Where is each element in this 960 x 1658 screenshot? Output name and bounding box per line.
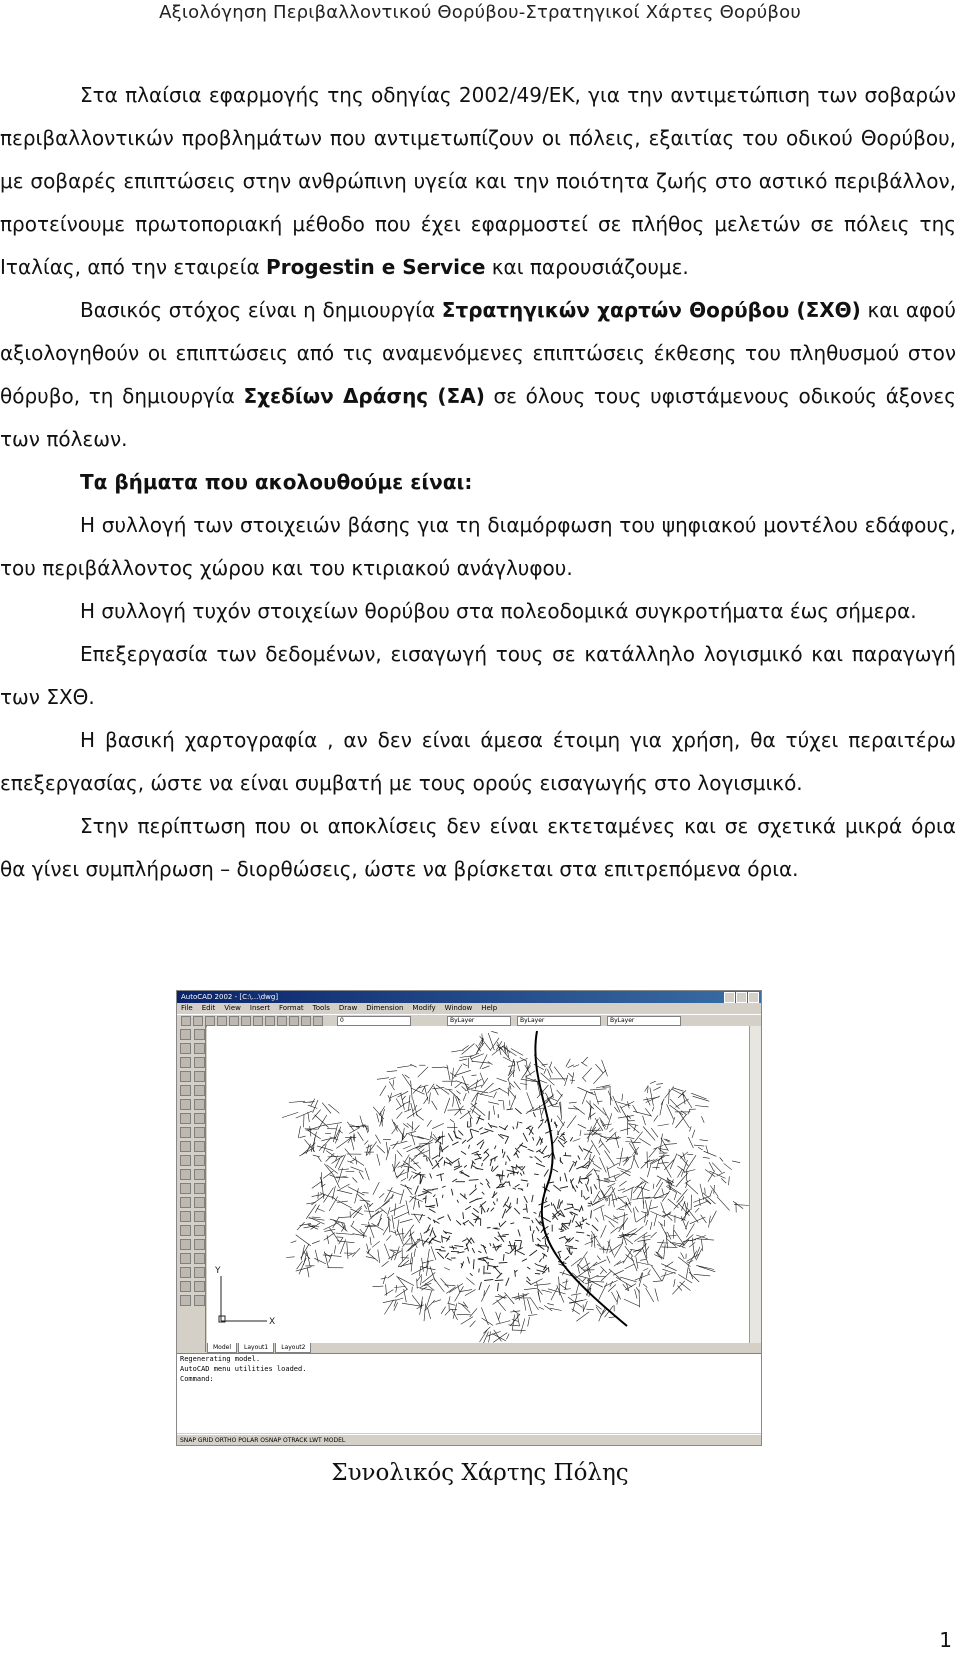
- command-window: [177, 1353, 761, 1433]
- paragraph-intro: Στα πλαίσια εφαρμογής της οδηγίας 2002/49/ΕΚ, για την αντιμετώπιση των σοβαρών περιβαλλοντικών προβλημάτων που αντιμετωπίζουν οι πόλεις, εξαιτίας του οδικού Θορύβου, με σοβαρές επιπτώσεις στην ανθρώπινη υγεία και την ποιότητα ζωής στο αστικό περιβάλλον, προτείνουμε πρωτοποριακή μέθοδο που έχει εφαρμοστεί σε πλήθος μελετών σε πόλεις της Ιταλίας, από την εταιρεία Progestin e Service και παρουσιάζουμε.: [0, 83, 956, 279]
- menu-item: Edit: [201, 1004, 216, 1012]
- menu-item: Modify: [412, 1004, 436, 1012]
- menubar: [177, 1003, 761, 1014]
- drawing-area: [207, 1026, 749, 1343]
- document-body: [0, 74, 960, 891]
- layer-combo: 0: [337, 1016, 411, 1026]
- menu-item: Tools: [312, 1004, 330, 1012]
- command-line: AutoCAD menu utilities loaded.: [180, 1365, 307, 1373]
- layout-tab: Layout2: [275, 1343, 311, 1353]
- ucs-y-label: Y: [215, 1266, 221, 1276]
- minimize-icon: [724, 992, 735, 1003]
- toolbar-icons: [181, 1016, 323, 1026]
- step-3: Επεξεργασία των δεδομένων, εισαγωγή τους σε κατάλληλο λογισμικό και παραγωγή των ΣΧΘ.: [0, 642, 956, 709]
- strategic-maps-term: Στρατηγικών χαρτών Θορύβου (ΣΧΘ): [441, 298, 861, 322]
- menu-item: Insert: [249, 1004, 270, 1012]
- lineweight-combo: ByLayer: [607, 1016, 681, 1026]
- autocad-screenshot: [176, 990, 762, 1446]
- close-icon: [748, 992, 759, 1003]
- city-map-drawing: [207, 1026, 749, 1343]
- menu-item: Dimension: [366, 1004, 404, 1012]
- window-titlebar: [177, 991, 761, 1003]
- company-name: Progestin e Service: [266, 255, 486, 279]
- maximize-icon: [736, 992, 747, 1003]
- menu-item: File: [181, 1004, 193, 1012]
- status-bar: SNAP GRID ORTHO POLAR OSNAP OTRACK LWT MODEL: [177, 1434, 761, 1445]
- command-line: Regenerating model.: [180, 1355, 261, 1363]
- menu-item: Help: [481, 1004, 498, 1012]
- steps-heading: Τα βήματα που ακολουθούμε είναι:: [80, 470, 473, 494]
- step-2: Η συλλογή τυχόν στοιχείων θορύβου στα πολεοδομικά συγκροτήματα έως σήμερα.: [80, 599, 917, 623]
- command-line: Command:: [180, 1375, 214, 1383]
- action-plans-term: Σχεδίων Δράσης (ΣΑ): [243, 384, 485, 408]
- menu-item: Format: [278, 1004, 304, 1012]
- running-header: Αξιολόγηση Περιβαλλοντικού Θορύβου-Στρατηγικοί Χάρτες Θορύβου: [159, 2, 801, 23]
- ucs-icon: [219, 1276, 267, 1322]
- draw-toolbar: [177, 1026, 206, 1352]
- figure-caption: Συνολικός Χάρτης Πόλης: [331, 1460, 629, 1486]
- step-4: Η βασική χαρτογραφία , αν δεν είναι άμεσα έτοιμη για χρήση, θα τύχει περαιτέρω επεξεργασίας, ώστε να είναι συμβατή με τους ορούς εισαγωγής στο λογισμικό.: [0, 728, 956, 795]
- window-title: AutoCAD 2002 - [C:\...\dwg]: [181, 993, 279, 1001]
- linetype-combo: ByLayer: [517, 1016, 601, 1026]
- paragraph-goal: Βασικός στόχος είναι η δημιουργία Στρατηγικών χαρτών Θορύβου (ΣΧΘ) και αφού αξιολογηθούν οι επιπτώσεις από τις αναμενόμενες επιπτώσεις έκθεσης του πληθυσμού στον θόρυβο, τη δημιουργία Σχεδίων Δράσης (ΣΑ) σε όλους τους υφιστάμενους οδικούς άξονες των πόλεων.: [0, 298, 957, 451]
- ucs-x-label: X: [269, 1317, 276, 1327]
- color-combo: ByLayer: [447, 1016, 511, 1026]
- vertical-scrollbar: [749, 1026, 761, 1343]
- window-controls: [724, 992, 759, 1003]
- layout-tab: Model: [207, 1343, 237, 1353]
- menu-item: View: [224, 1004, 241, 1012]
- step-5: Στην περίπτωση που οι αποκλίσεις δεν είναι εκτεταμένες και σε σχετικά μικρά όρια θα γίνει συμπλήρωση – διορθώσεις, ώστε να βρίσκεται στα επιτρεπόμενα όρια.: [0, 814, 956, 881]
- layout-tabs: [207, 1343, 761, 1352]
- page-number: 1: [939, 1628, 952, 1652]
- menu-item: Draw: [338, 1004, 358, 1012]
- step-1: Η συλλογή των στοιχειών βάσης για τη διαμόρφωση του ψηφιακού μοντέλου εδάφους, του περιβάλλοντος χώρου και του κτιριακού ανάγλυφου.: [0, 513, 956, 580]
- menu-item: Window: [444, 1004, 473, 1012]
- layout-tab: Layout1: [238, 1343, 274, 1353]
